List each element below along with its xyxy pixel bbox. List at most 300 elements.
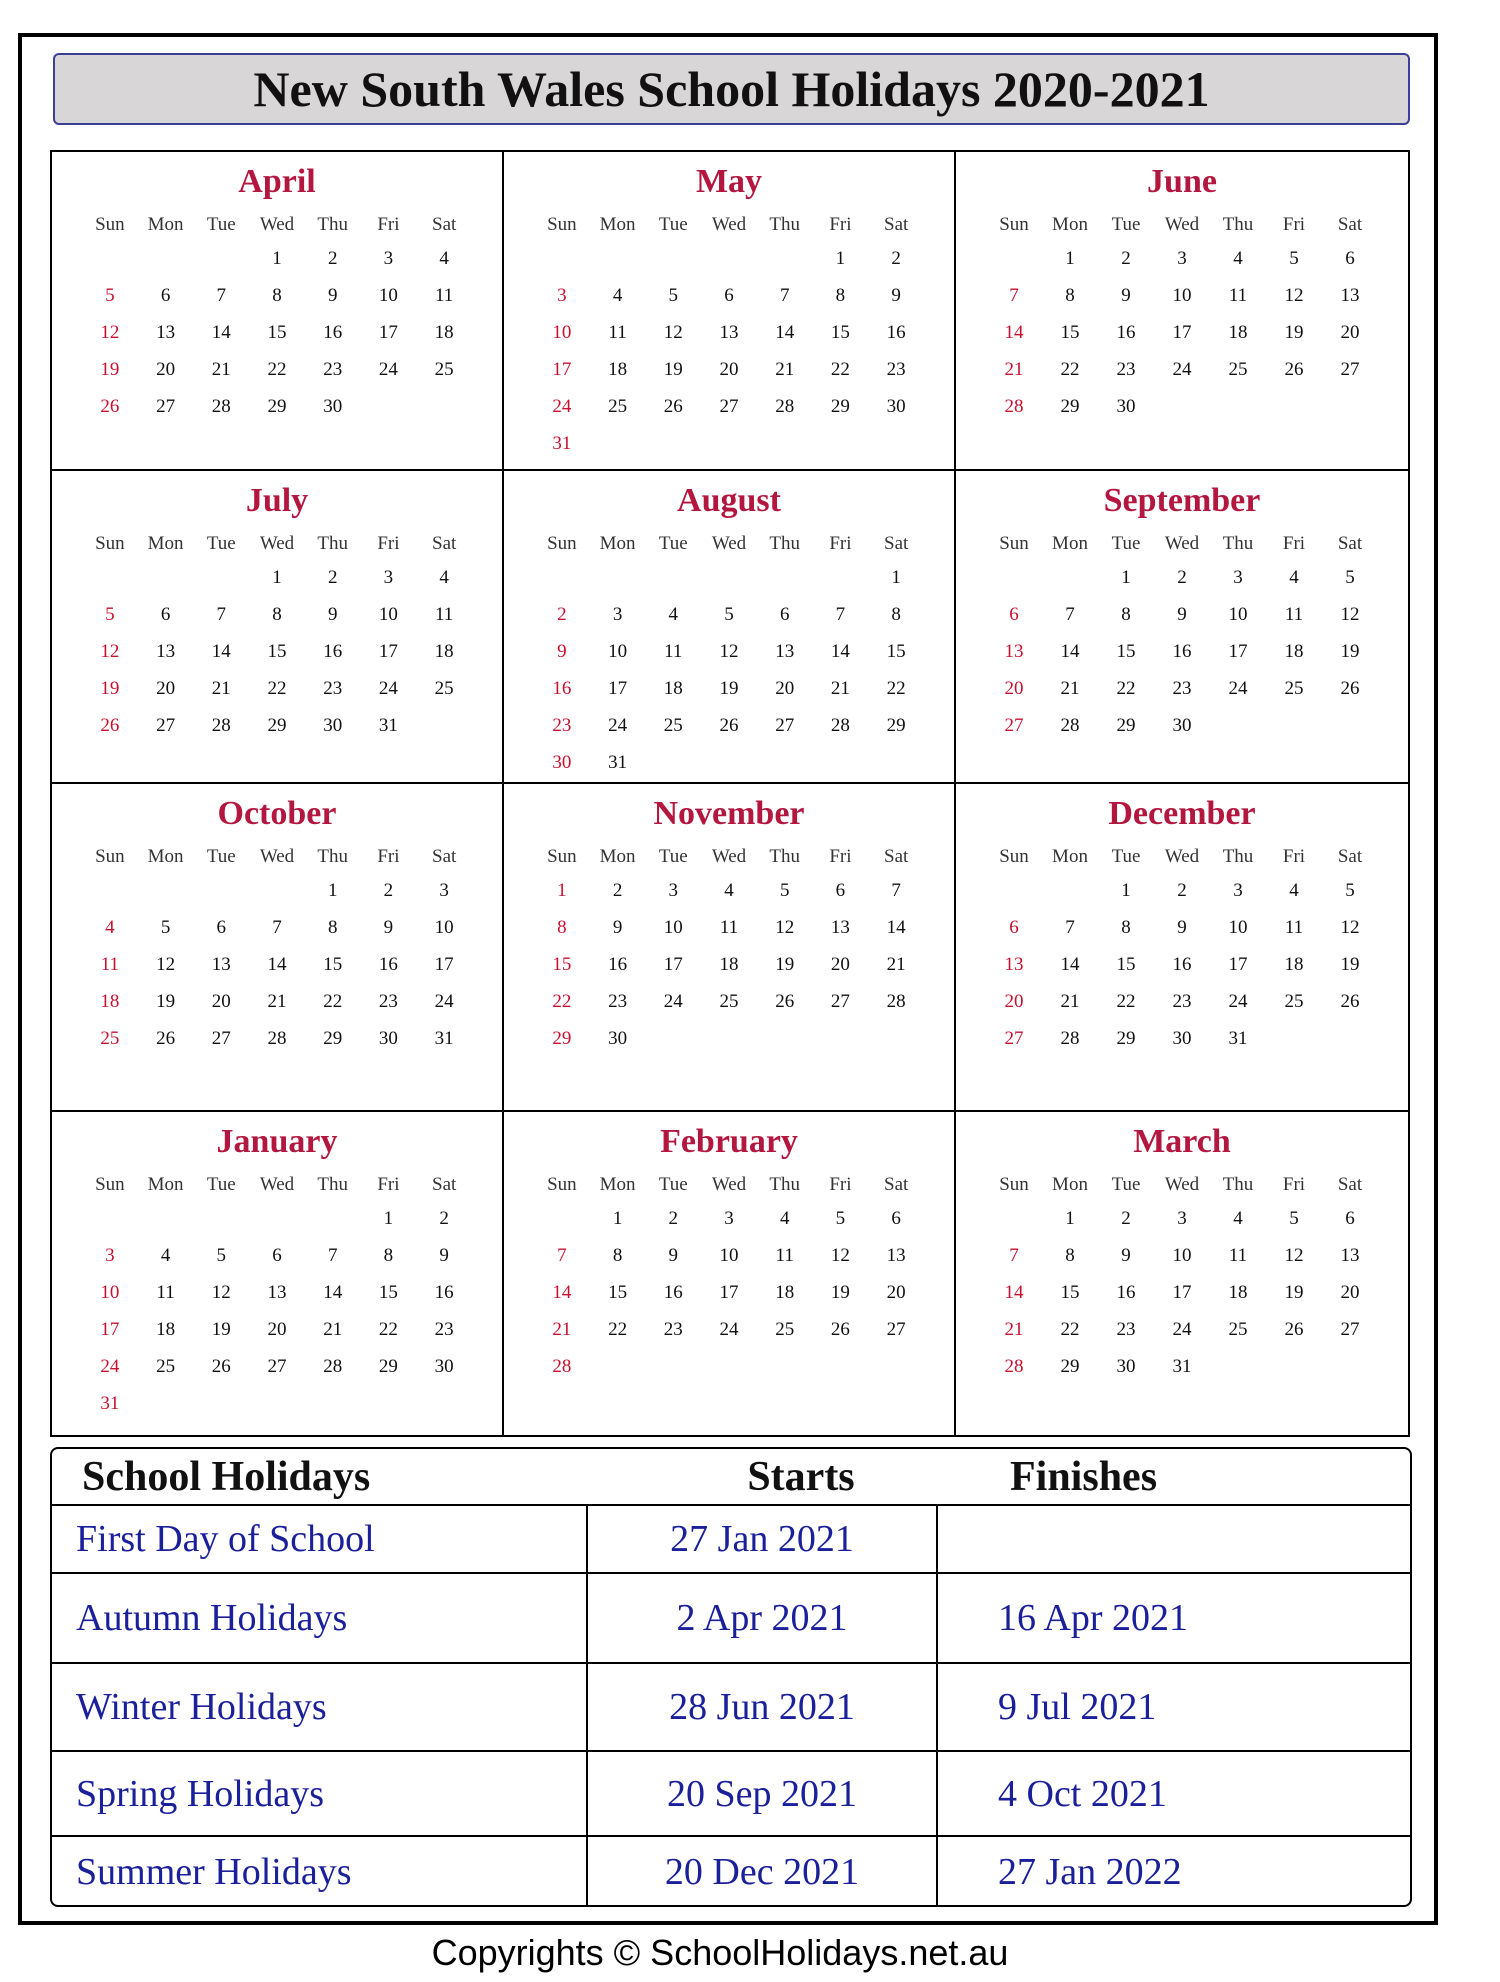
empty-cell: [590, 240, 646, 277]
weekday-label: Sat: [884, 846, 909, 867]
date-grid: [986, 559, 1378, 744]
month-name: April: [238, 163, 316, 200]
date-cell: 27: [775, 715, 795, 736]
date-cell: 19: [719, 678, 739, 699]
weekday-label: Fri: [1282, 533, 1306, 554]
date-cell: 30: [1116, 1356, 1136, 1377]
date-cell: 22: [1060, 359, 1080, 380]
date-cell: 21: [323, 1319, 343, 1340]
date-grid: [986, 240, 1378, 425]
date-cell: 23: [1172, 991, 1192, 1012]
date-cell: 31: [1172, 1356, 1192, 1377]
weekday-label: Tue: [1111, 846, 1141, 867]
header-school-holidays: School Holidays: [82, 1453, 371, 1500]
date-cell: 23: [434, 1319, 454, 1340]
date-cell: 19: [100, 359, 120, 380]
date-cell: 1: [1065, 248, 1075, 269]
date-cell: 4: [105, 917, 115, 938]
date-cell: 15: [1060, 322, 1080, 343]
date-cell: 16: [323, 322, 343, 343]
date-cell: 26: [775, 991, 795, 1012]
date-grid: [82, 1200, 472, 1422]
date-cell: 25: [100, 1028, 120, 1049]
weekday-label: Wed: [1164, 214, 1200, 235]
date-cell: 3: [668, 880, 679, 901]
date-cell: 17: [1228, 641, 1248, 662]
date-cell: 7: [1065, 917, 1075, 938]
date-cell: 21: [211, 678, 231, 699]
date-cell: 10: [434, 917, 454, 938]
date-cell: 29: [323, 1028, 343, 1049]
date-cell: 2: [557, 604, 567, 625]
date-cell: 10: [378, 604, 398, 625]
date-cell: 25: [1228, 1319, 1248, 1340]
date-cell: 3: [105, 1245, 115, 1266]
weekday-label: Wed: [1164, 533, 1200, 554]
date-cell: 20: [719, 359, 739, 380]
weekday-label: Thu: [317, 214, 348, 235]
month-name: December: [1108, 795, 1256, 832]
date-cell: 19: [1340, 641, 1360, 662]
date-cell: 16: [1116, 1282, 1136, 1303]
date-cell: 20: [1004, 678, 1024, 699]
empty-cell: [701, 240, 757, 277]
date-cell: 26: [663, 396, 683, 417]
table-header: [52, 1449, 1410, 1506]
date-cell: 14: [323, 1282, 343, 1303]
date-cell: 5: [1345, 567, 1355, 588]
date-cell: 1: [327, 880, 338, 901]
empty-cell: [82, 872, 138, 909]
date-cell: 6: [1009, 604, 1019, 625]
table-row: [52, 1664, 1410, 1752]
date-cell: 13: [775, 641, 795, 662]
date-cell: 12: [156, 954, 176, 975]
date-cell: 1: [557, 880, 567, 901]
date-cell: 12: [719, 641, 739, 662]
date-cell: 17: [378, 322, 398, 343]
date-cell: 1: [835, 248, 846, 269]
date-cell: 13: [1340, 1245, 1360, 1266]
date-cell: 25: [775, 1319, 795, 1340]
weekday-label: Fri: [377, 846, 400, 867]
weekday-label: Tue: [206, 533, 236, 554]
date-cell: 17: [719, 1282, 739, 1303]
weekday-header: [82, 1170, 472, 1200]
date-cell: 17: [1228, 954, 1248, 975]
date-cell: 24: [434, 991, 454, 1012]
date-cell: 29: [1116, 1028, 1136, 1049]
holiday-start: 20 Dec 2021: [588, 1837, 938, 1907]
date-cell: 28: [211, 715, 231, 736]
weekday-label: Tue: [206, 1174, 236, 1195]
weekday-label: Fri: [1282, 1174, 1306, 1195]
weekday-label: Wed: [259, 846, 295, 867]
date-cell: 11: [1284, 917, 1304, 938]
date-cell: 7: [835, 604, 846, 625]
holiday-finish: 9 Jul 2021: [998, 1686, 1157, 1728]
date-cell: 26: [1284, 1319, 1304, 1340]
empty-cell: [813, 559, 869, 596]
date-cell: 14: [830, 641, 850, 662]
date-cell: 10: [1172, 1245, 1192, 1266]
date-cell: 13: [1340, 285, 1360, 306]
weekday-label: Fri: [377, 1174, 400, 1195]
weekday-label: Sun: [95, 214, 125, 235]
date-cell: 30: [1172, 715, 1192, 736]
empty-cell: [757, 240, 813, 277]
empty-cell: [986, 559, 1042, 596]
date-cell: 2: [668, 1208, 679, 1229]
date-cell: 28: [267, 1028, 287, 1049]
date-cell: 8: [383, 1245, 394, 1266]
weekday-label: Sat: [884, 1174, 909, 1195]
date-grid: [82, 240, 472, 425]
date-cell: 22: [552, 991, 572, 1012]
date-cell: 1: [383, 1208, 394, 1229]
date-cell: 11: [156, 1282, 175, 1303]
empty-cell: [138, 1200, 194, 1237]
empty-cell: [138, 872, 194, 909]
table-row: [52, 1752, 1410, 1837]
weekday-label: Mon: [599, 1174, 636, 1195]
date-cell: 26: [1340, 991, 1360, 1012]
date-cell: 13: [156, 641, 176, 662]
date-cell: 3: [724, 1208, 734, 1229]
date-cell: 9: [1177, 604, 1187, 625]
empty-cell: [986, 1200, 1042, 1237]
weekday-label: Sat: [1337, 1174, 1363, 1195]
empty-cell: [193, 240, 249, 277]
month-september: [956, 471, 1408, 784]
date-cell: 14: [886, 917, 906, 938]
date-cell: 20: [156, 678, 176, 699]
month-name: March: [1133, 1123, 1231, 1160]
date-cell: 5: [1345, 880, 1355, 901]
weekday-label: Fri: [377, 533, 400, 554]
date-cell: 21: [1004, 359, 1024, 380]
date-cell: 10: [552, 322, 572, 343]
date-cell: 27: [211, 1028, 231, 1049]
date-cell: 28: [552, 1356, 572, 1377]
date-cell: 25: [663, 715, 683, 736]
weekday-label: Mon: [1052, 846, 1088, 867]
date-cell: 2: [1121, 1208, 1131, 1229]
date-cell: 1: [272, 248, 282, 269]
calendar-grid: [50, 150, 1410, 1437]
date-cell: 16: [378, 954, 398, 975]
date-cell: 23: [886, 359, 906, 380]
date-cell: 11: [719, 917, 739, 938]
date-cell: 22: [1116, 991, 1136, 1012]
date-cell: 3: [1177, 248, 1187, 269]
date-cell: 10: [378, 285, 398, 306]
weekday-label: Wed: [711, 1174, 747, 1195]
month-october: [52, 784, 504, 1112]
weekday-label: Wed: [711, 846, 747, 867]
date-cell: 12: [830, 1245, 850, 1266]
date-cell: 19: [211, 1319, 231, 1340]
weekday-label: Tue: [1111, 214, 1141, 235]
date-cell: 28: [211, 396, 231, 417]
date-cell: 6: [272, 1245, 282, 1266]
date-cell: 2: [327, 248, 338, 269]
date-cell: 4: [1289, 567, 1299, 588]
date-cell: 27: [156, 715, 176, 736]
weekday-label: Sat: [884, 214, 909, 235]
empty-cell: [986, 872, 1042, 909]
date-cell: 26: [156, 1028, 176, 1049]
date-cell: 29: [378, 1356, 398, 1377]
empty-cell: [305, 1200, 361, 1237]
date-cell: 12: [775, 917, 795, 938]
weekday-label: Thu: [1222, 533, 1254, 554]
weekday-label: Sun: [95, 533, 125, 554]
date-cell: 6: [1345, 1208, 1355, 1229]
date-cell: 25: [608, 396, 628, 417]
weekday-label: Fri: [829, 214, 852, 235]
weekday-header: [534, 210, 924, 240]
month-name: May: [695, 163, 763, 200]
date-cell: 7: [1065, 604, 1075, 625]
holiday-finish: 27 Jan 2022: [998, 1851, 1182, 1893]
date-cell: 2: [1177, 567, 1187, 588]
date-cell: 4: [439, 248, 449, 269]
weekday-label: Mon: [1052, 533, 1088, 554]
month-name: October: [217, 795, 337, 832]
date-cell: 29: [267, 715, 287, 736]
date-cell: 7: [779, 285, 790, 306]
date-cell: 27: [267, 1356, 287, 1377]
date-grid: [986, 1200, 1378, 1385]
weekday-header: [82, 210, 472, 240]
month-november: [504, 784, 956, 1112]
date-cell: 30: [886, 396, 906, 417]
date-grid: [534, 1200, 924, 1385]
date-cell: 24: [1172, 359, 1192, 380]
holiday-name: Spring Holidays: [52, 1752, 588, 1835]
date-cell: 20: [156, 359, 176, 380]
weekday-label: Thu: [1222, 214, 1254, 235]
date-cell: 8: [557, 917, 567, 938]
date-cell: 31: [378, 715, 398, 736]
date-cell: 5: [724, 604, 734, 625]
date-cell: 26: [100, 396, 120, 417]
weekday-label: Sun: [95, 846, 125, 867]
weekday-label: Tue: [658, 1174, 688, 1195]
date-cell: 31: [552, 433, 572, 454]
date-cell: 9: [668, 1245, 679, 1266]
table-row: [52, 1837, 1410, 1907]
date-cell: 7: [272, 917, 282, 938]
date-cell: 10: [1172, 285, 1192, 306]
date-cell: 4: [1233, 248, 1243, 269]
date-cell: 25: [1284, 991, 1304, 1012]
date-cell: 4: [724, 880, 734, 901]
date-cell: 5: [779, 880, 790, 901]
date-cell: 5: [1289, 248, 1299, 269]
date-cell: 16: [323, 641, 343, 662]
date-cell: 20: [1340, 322, 1360, 343]
date-cell: 2: [891, 248, 901, 269]
date-cell: 9: [1177, 917, 1187, 938]
date-cell: 25: [1228, 359, 1248, 380]
date-cell: 25: [1284, 678, 1304, 699]
date-cell: 30: [1116, 396, 1136, 417]
date-cell: 1: [1065, 1208, 1075, 1229]
date-cell: 11: [664, 641, 683, 662]
empty-cell: [534, 559, 590, 596]
date-cell: 8: [1121, 604, 1131, 625]
date-cell: 21: [1060, 678, 1080, 699]
date-cell: 10: [663, 917, 683, 938]
weekday-label: Mon: [599, 846, 636, 867]
month-december: [956, 784, 1408, 1112]
date-cell: 7: [327, 1245, 338, 1266]
date-cell: 8: [1065, 1245, 1075, 1266]
weekday-label: Tue: [658, 846, 688, 867]
weekday-header: [986, 842, 1378, 872]
date-cell: 5: [216, 1245, 227, 1266]
weekday-header: [986, 529, 1378, 559]
date-cell: 22: [378, 1319, 398, 1340]
weekday-label: Tue: [658, 533, 688, 554]
empty-cell: [757, 559, 813, 596]
date-cell: 21: [830, 678, 850, 699]
month-name: February: [660, 1123, 798, 1160]
weekday-header: [986, 1170, 1378, 1200]
date-cell: 8: [327, 917, 338, 938]
date-cell: 14: [775, 322, 795, 343]
date-cell: 29: [1060, 1356, 1080, 1377]
date-cell: 5: [1289, 1208, 1299, 1229]
date-cell: 23: [608, 991, 628, 1012]
date-cell: 4: [612, 285, 623, 306]
weekday-label: Sat: [432, 533, 457, 554]
holiday-name: Winter Holidays: [52, 1664, 588, 1750]
month-name: July: [245, 482, 309, 519]
date-cell: 6: [160, 285, 171, 306]
date-cell: 21: [211, 359, 231, 380]
date-cell: 26: [100, 715, 120, 736]
month-name: September: [1103, 482, 1261, 519]
date-cell: 4: [779, 1208, 790, 1229]
date-cell: 23: [1116, 359, 1136, 380]
date-cell: 28: [1060, 1028, 1080, 1049]
date-grid: [82, 559, 472, 744]
date-cell: 25: [434, 678, 454, 699]
empty-cell: [1042, 872, 1098, 909]
date-cell: 5: [668, 285, 679, 306]
date-cell: 3: [612, 604, 623, 625]
date-cell: 6: [1009, 917, 1019, 938]
date-grid: [534, 559, 924, 781]
weekday-label: Fri: [377, 214, 400, 235]
empty-cell: [645, 240, 701, 277]
date-cell: 16: [663, 1282, 683, 1303]
date-cell: 18: [608, 359, 628, 380]
holiday-name: Summer Holidays: [52, 1837, 588, 1907]
date-cell: 15: [267, 641, 287, 662]
date-cell: 18: [719, 954, 739, 975]
date-cell: 24: [552, 396, 572, 417]
date-cell: 18: [1284, 954, 1304, 975]
weekday-label: Thu: [769, 846, 800, 867]
date-cell: 17: [378, 641, 398, 662]
date-cell: 19: [1284, 322, 1304, 343]
date-cell: 7: [216, 604, 227, 625]
date-cell: 6: [835, 880, 846, 901]
date-cell: 9: [383, 917, 394, 938]
month-april: [52, 152, 504, 471]
date-cell: 16: [886, 322, 906, 343]
date-cell: 29: [886, 715, 906, 736]
date-cell: 30: [323, 396, 343, 417]
weekday-label: Mon: [1052, 214, 1088, 235]
date-cell: 15: [1116, 954, 1136, 975]
date-cell: 2: [327, 567, 338, 588]
date-cell: 30: [323, 715, 343, 736]
weekday-label: Sat: [432, 1174, 457, 1195]
weekday-label: Fri: [829, 533, 852, 554]
weekday-label: Tue: [1111, 533, 1141, 554]
month-july: [52, 471, 504, 784]
date-cell: 24: [663, 991, 683, 1012]
date-cell: 26: [211, 1356, 231, 1377]
date-cell: 28: [830, 715, 850, 736]
weekday-header: [82, 842, 472, 872]
date-cell: 2: [383, 880, 394, 901]
date-cell: 12: [1284, 1245, 1304, 1266]
weekday-header: [986, 210, 1378, 240]
date-cell: 12: [1284, 285, 1304, 306]
date-cell: 8: [891, 604, 901, 625]
month-name: August: [677, 482, 781, 519]
weekday-label: Sun: [999, 1174, 1029, 1195]
date-cell: 4: [439, 567, 449, 588]
date-cell: 20: [1340, 1282, 1360, 1303]
date-cell: 14: [211, 322, 231, 343]
date-cell: 26: [1284, 359, 1304, 380]
holiday-start: 20 Sep 2021: [588, 1752, 938, 1835]
weekday-label: Fri: [1282, 846, 1306, 867]
date-cell: 18: [156, 1319, 176, 1340]
empty-cell: [82, 240, 138, 277]
date-cell: 9: [557, 641, 567, 662]
date-cell: 22: [1116, 678, 1136, 699]
date-cell: 28: [886, 991, 906, 1012]
date-cell: 31: [100, 1393, 120, 1414]
date-cell: 24: [608, 715, 628, 736]
date-cell: 15: [378, 1282, 398, 1303]
date-cell: 15: [1116, 641, 1136, 662]
date-cell: 13: [830, 917, 850, 938]
date-cell: 10: [719, 1245, 739, 1266]
date-cell: 16: [552, 678, 572, 699]
date-cell: 19: [1340, 954, 1360, 975]
date-cell: 27: [1004, 1028, 1024, 1049]
weekday-label: Sat: [884, 533, 909, 554]
weekday-label: Wed: [1164, 1174, 1200, 1195]
empty-cell: [249, 872, 305, 909]
holiday-name: Autumn Holidays: [52, 1574, 588, 1662]
header-finishes: Finishes: [1010, 1453, 1158, 1500]
date-cell: 14: [1004, 322, 1024, 343]
date-cell: 19: [1284, 1282, 1304, 1303]
date-cell: 11: [1228, 1245, 1248, 1266]
date-cell: 3: [383, 567, 394, 588]
date-cell: 30: [1172, 1028, 1192, 1049]
